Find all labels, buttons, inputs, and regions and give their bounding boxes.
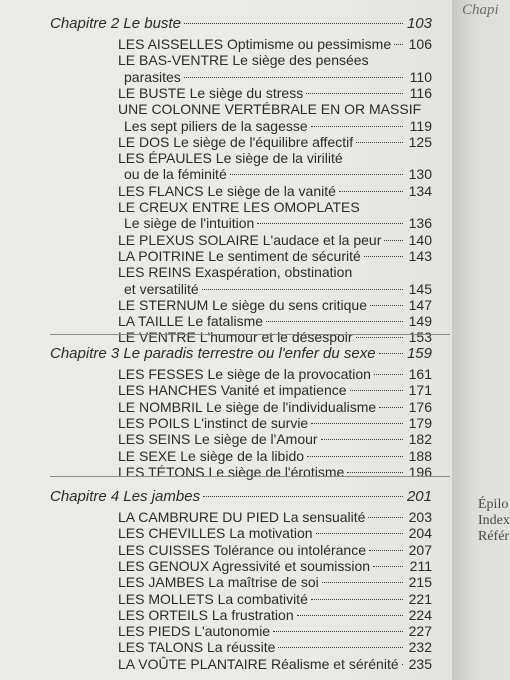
toc-entry[interactable] [118, 591, 432, 607]
toc-entry[interactable] [124, 215, 432, 231]
toc-entry[interactable] [118, 623, 432, 639]
page-number: 143 [408, 247, 432, 264]
facing-page-edge [452, 0, 510, 680]
dot-leader [297, 615, 403, 616]
dot-leader [322, 582, 403, 583]
chapter-heading[interactable] [50, 16, 432, 32]
toc-entry[interactable] [118, 525, 432, 541]
page-number: 119 [409, 117, 432, 134]
dot-leader [266, 321, 403, 322]
toc-entry[interactable] [124, 166, 432, 182]
toc-entry-title: LE STERNUM Le siège du sens critique [118, 296, 367, 313]
page-number: 211 [409, 557, 432, 574]
page-number: 110 [409, 68, 432, 85]
dot-leader [339, 191, 403, 192]
page-number: 196 [408, 463, 432, 480]
toc-entry[interactable] [118, 656, 432, 672]
toc-entry-title: LES AISSELLES Optimisme ou pessimisme [118, 36, 392, 52]
page-number: 145 [408, 280, 432, 297]
toc-entry[interactable] [124, 118, 432, 134]
dot-leader [379, 353, 403, 354]
section-divider [50, 476, 450, 477]
dot-leader [321, 439, 403, 440]
toc-entry-title: LE NOMBRIL Le siège de l'individualisme [118, 398, 377, 415]
page-number: 106 [408, 36, 432, 52]
toc-entry[interactable] [118, 382, 432, 398]
chapter-heading[interactable] [50, 346, 432, 362]
page-number: 125 [408, 133, 432, 150]
facing-page-word: Épilo [478, 497, 509, 512]
toc-entry-title: LE SEXE Le siège de la libido [118, 447, 305, 464]
toc-entry-title: LES FESSES Le siège de la provocation [118, 366, 371, 382]
dot-leader [379, 407, 403, 408]
toc-entry[interactable] [118, 509, 432, 525]
toc-entry-title: LES PIEDS L'autonomie [118, 623, 271, 640]
toc-entry-title: LA VOÛTE PLANTAIRE Réalisme et sérénité [118, 655, 399, 672]
toc-entry[interactable] [118, 36, 432, 52]
toc-entry[interactable] [118, 183, 432, 199]
toc-entry[interactable] [118, 639, 432, 655]
dot-leader [384, 240, 403, 241]
toc-entry-title: LES HANCHES Vanité et impatience [118, 382, 347, 399]
dot-leader [364, 256, 403, 257]
toc-entry[interactable] [118, 232, 432, 248]
toc-entry-title: LES CHEVILLES La motivation [118, 525, 313, 542]
dot-leader [307, 456, 403, 457]
toc-entry-line: LES REINS Exaspération, obstination [118, 264, 353, 281]
toc-entry-title: LES POILS L'instinct de survie [118, 414, 309, 431]
toc-entry-title: LA POITRINE Le sentiment de sécurité [118, 247, 361, 264]
toc-entry[interactable] [118, 248, 432, 264]
page-number: 103 [406, 15, 432, 32]
dot-leader [273, 631, 403, 632]
page-number: 227 [408, 623, 432, 640]
page-number: 235 [408, 655, 432, 672]
dot-leader [230, 174, 403, 175]
dot-leader [311, 599, 403, 600]
toc-entry-line: LES ÉPAULES Le siège de la virilité [118, 150, 343, 167]
page-number: 188 [408, 447, 432, 464]
facing-page-header: Chapi [462, 2, 499, 18]
page-number: 149 [408, 313, 432, 330]
toc-entry-title: LE BUSTE Le siège du stress [118, 84, 304, 101]
toc-entry-title: LES SEINS Le siège de l'Amour [118, 431, 318, 448]
page-number: 171 [408, 382, 432, 399]
toc-entry[interactable] [118, 574, 432, 590]
page-number: 159 [406, 345, 432, 362]
toc-entry[interactable] [118, 85, 432, 101]
toc-entry-title: ou de la féminité [124, 166, 227, 183]
toc-entry-title: LES CUISSES Tolérance ou intolérance [118, 541, 366, 558]
dot-leader [316, 533, 403, 534]
dot-leader [184, 77, 403, 78]
facing-page-word: Index [478, 513, 510, 528]
page-number: 232 [408, 639, 432, 656]
toc-entry[interactable] [118, 464, 432, 480]
toc-entry-title: LES TÉTONS Le siège de l'érotisme [118, 463, 345, 480]
dot-leader [402, 664, 403, 665]
page-number: 204 [408, 525, 432, 542]
page-number: 203 [408, 509, 432, 525]
toc-entry-title: parasites [124, 68, 181, 85]
toc-entry-title: LES JAMBES La maîtrise de soi [118, 574, 319, 591]
toc-entry-title: et versatilité [124, 280, 199, 297]
toc-entry[interactable] [124, 281, 432, 297]
page-number: 130 [408, 166, 432, 183]
dot-leader [369, 550, 403, 551]
toc-entry-title: LES GENOUX Agressivité et soumission [118, 557, 371, 574]
dot-leader [202, 289, 403, 290]
toc-entry-title: LES TALONS La réussite [118, 639, 276, 656]
dot-leader [306, 93, 403, 94]
dot-leader [311, 126, 403, 127]
dot-leader [347, 472, 403, 473]
page-number: 136 [408, 215, 432, 232]
dot-leader [374, 374, 403, 375]
toc-entry-title: LES FLANCS Le siège de la vanité [118, 182, 336, 199]
page-number: 140 [408, 231, 432, 248]
toc-entry-title: LE PLEXUS SOLAIRE L'audace et la peur [118, 231, 382, 248]
toc-entry[interactable] [118, 607, 432, 623]
toc-entry-title: LES ORTEILS La frustration [118, 606, 294, 623]
toc-entry[interactable] [118, 297, 432, 313]
toc-entry[interactable] [118, 399, 432, 415]
toc-entry[interactable] [118, 366, 432, 382]
page-number: 221 [408, 590, 432, 607]
page-number: 182 [408, 431, 432, 448]
toc-entry[interactable] [118, 431, 432, 447]
dot-leader [394, 44, 403, 45]
toc-entry[interactable] [118, 542, 432, 558]
dot-leader [184, 23, 403, 24]
dot-leader [350, 390, 403, 391]
dot-leader [356, 142, 403, 143]
toc-entry[interactable] [118, 415, 432, 431]
toc-entry-title: LE VENTRE L'humour et le désespoir [118, 329, 353, 346]
page-number: 224 [408, 606, 432, 623]
facing-page-word: Référ [478, 529, 510, 544]
page-number: 207 [408, 541, 432, 558]
toc-entry[interactable] [124, 69, 432, 85]
toc-entry-title: Les sept piliers de la sagesse [124, 117, 308, 134]
dot-leader [278, 647, 403, 648]
toc-entry-line: LE BAS-VENTRE Le siège des pensées [118, 52, 369, 69]
toc-entry[interactable] [118, 134, 432, 150]
toc-entry[interactable] [118, 558, 432, 574]
page-number: 116 [409, 84, 432, 101]
toc-entry[interactable] [118, 329, 432, 345]
page-number: 134 [408, 182, 432, 199]
dot-leader [257, 223, 403, 224]
page-number: 176 [408, 398, 432, 415]
page-number: 215 [408, 574, 432, 591]
chapter-heading[interactable] [50, 489, 432, 505]
page-number: 201 [406, 488, 432, 505]
page-number: 147 [408, 296, 432, 313]
section-divider [50, 334, 450, 335]
toc-entry-title: Le siège de l'intuition [124, 215, 255, 232]
page-number: 161 [408, 366, 432, 382]
dot-leader [373, 566, 403, 567]
toc-entry[interactable] [118, 313, 432, 329]
dot-leader [311, 423, 403, 424]
toc-entry-title: LES MOLLETS La combativité [118, 590, 308, 607]
toc-entry-line: LE CREUX ENTRE LES OMOPLATES [118, 199, 360, 215]
chapter-heading-title: Chapitre 2 Le buste [50, 15, 181, 32]
dot-leader [368, 517, 403, 518]
page-number: 179 [408, 414, 432, 431]
dot-leader [356, 337, 403, 338]
toc-entry-title: LA CAMBRURE DU PIED La sensualité [118, 509, 366, 525]
chapter-heading-title: Chapitre 3 Le paradis terrestre ou l'enfer du sexe [50, 345, 376, 362]
page-number: 153 [408, 329, 432, 346]
toc-entry-title: LE DOS Le siège de l'équilibre affectif [118, 133, 354, 150]
chapter-heading-title: Chapitre 4 Les jambes [50, 488, 201, 505]
toc-entry-title: LA TAILLE Le fatalisme [118, 313, 264, 330]
dot-leader [203, 496, 403, 497]
dot-leader [370, 305, 403, 306]
toc-entry[interactable] [118, 448, 432, 464]
toc-entry-line: UNE COLONNE VERTÉBRALE EN OR MASSIF [118, 101, 422, 118]
